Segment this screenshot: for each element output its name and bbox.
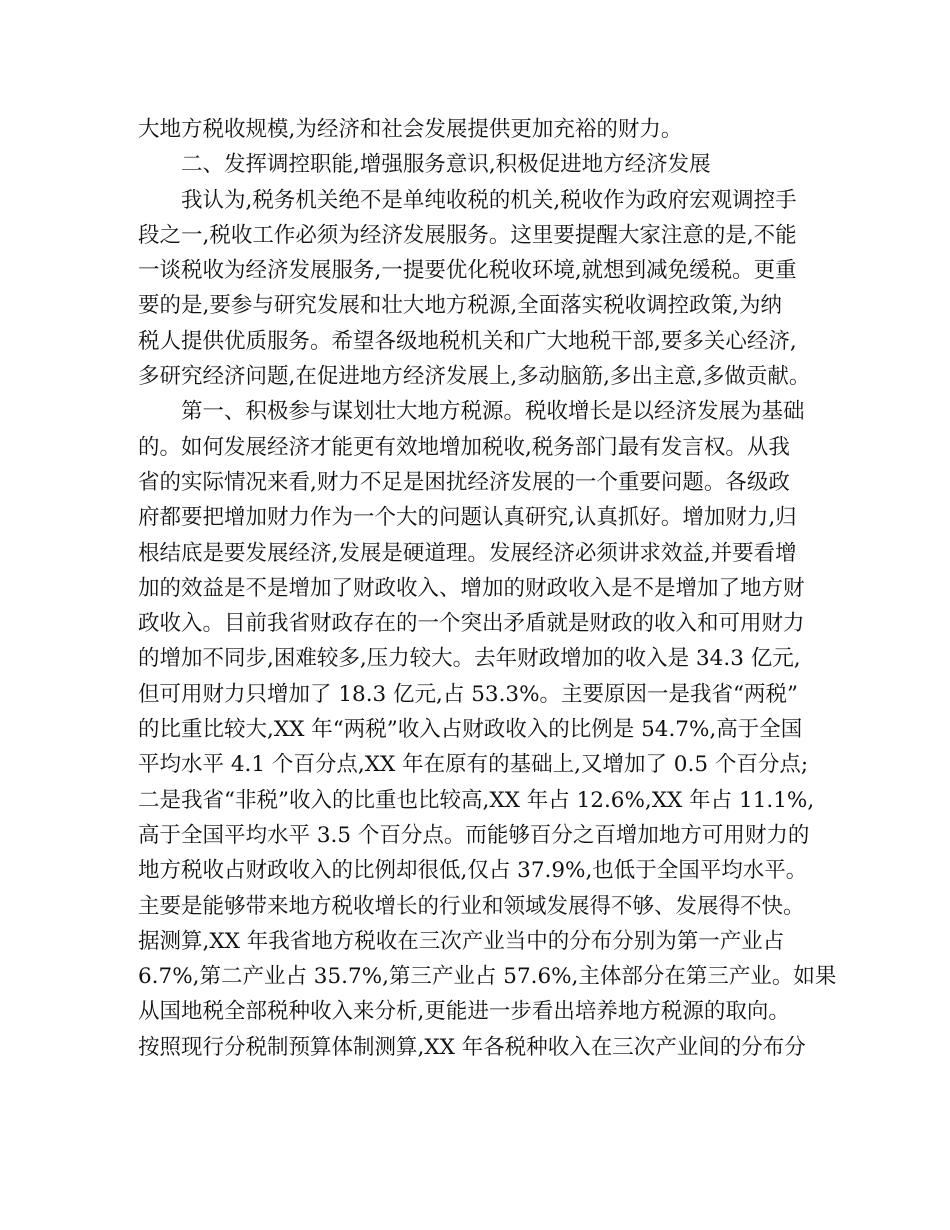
text-line: 6.7%,第二产业占 35.7%,第三产业占 57.6%,主体部分在第三产业。如果 bbox=[138, 964, 837, 990]
text-line: 二是我省“非税”收入的比重也比较高,XX 年占 12.6%,XX 年占 11.1%, bbox=[138, 787, 815, 813]
text-line: 按照现行分税制预算体制测算,XX 年各税种收入在三次产业间的分布分 bbox=[138, 1034, 806, 1060]
text-line: 加的效益是不是增加了财政收入、增加的财政收入是不是增加了地方财 bbox=[138, 575, 805, 601]
text-line: 我认为,税务机关绝不是单纯收税的机关,税收作为政府宏观调控手 bbox=[138, 187, 797, 213]
text-line: 据测算,XX 年我省地方税收在三次产业当中的分布分别为第一产业占 bbox=[138, 928, 785, 954]
text-line: 的比重比较大,XX 年“两税”收入占财政收入的比例是 54.7%,高于全国 bbox=[138, 717, 803, 743]
text-line: 段之一,税收工作必须为经济发展服务。这里要提醒大家注意的是,不能 bbox=[138, 222, 797, 248]
text-line: 府都要把增加财力作为一个大的问题认真研究,认真抓好。增加财力,归 bbox=[138, 505, 797, 531]
text-line: 税人提供优质服务。希望各级地税机关和广大地税干部,要多关心经济, bbox=[138, 328, 797, 354]
text-line: 高于全国平均水平 3.5 个百分点。而能够百分之百增加地方可用财力的 bbox=[138, 822, 810, 848]
text-line: 政收入。目前我省财政存在的一个突出矛盾就是财政的收入和可用财力 bbox=[138, 611, 805, 637]
text-line: 第一、积极参与谋划壮大地方税源。税收增长是以经济发展为基础 bbox=[138, 399, 805, 425]
text-line: 省的实际情况来看,财力不足是困扰经济发展的一个重要问题。各级政 bbox=[138, 469, 790, 495]
text-line: 一谈税收为经济发展服务,一提要优化税收环境,就想到减免缓税。更重 bbox=[138, 258, 797, 284]
text-line: 但可用财力只增加了 18.3 亿元,占 53.3%。主要原因一是我省“两税” bbox=[138, 681, 798, 707]
text-line: 从国地税全部税种收入来分析,更能进一步看出培养地方税源的取向。 bbox=[138, 999, 790, 1025]
text-line: 根结底是要发展经济,发展是硬道理。发展经济必须讲求效益,并要看增 bbox=[138, 540, 797, 566]
text-line: 多研究经济问题,在促进地方经济发展上,多动脑筋,多出主意,多做贡献。 bbox=[138, 364, 811, 390]
text-line: 要的是,要参与研究发展和壮大地方税源,全面落实税收调控政策,为纳 bbox=[138, 293, 783, 319]
body-text bbox=[138, 112, 837, 1065]
text-line: 的增加不同步,困难较多,压力较大。去年财政增加的收入是 34.3 亿元, bbox=[138, 646, 801, 672]
text-line: 的。如何发展经济才能更有效地增加税收,税务部门最有发言权。从我 bbox=[138, 434, 790, 460]
text-line: 平均水平 4.1 个百分点,XX 年在原有的基础上,又增加了 0.5 个百分点; bbox=[138, 752, 809, 778]
section-heading: 二、发挥调控职能,增强服务意识,积极促进地方经济发展 bbox=[138, 152, 711, 178]
text-line: 大地方税收规模,为经济和社会发展提供更加充裕的财力。 bbox=[138, 117, 683, 142]
text-line: 地方税收占财政收入的比例却很低,仅占 37.9%,也低于全国平均水平。 bbox=[138, 858, 808, 884]
text-line: 主要是能够带来地方税收增长的行业和领域发展得不够、发展得不快。 bbox=[138, 893, 805, 919]
